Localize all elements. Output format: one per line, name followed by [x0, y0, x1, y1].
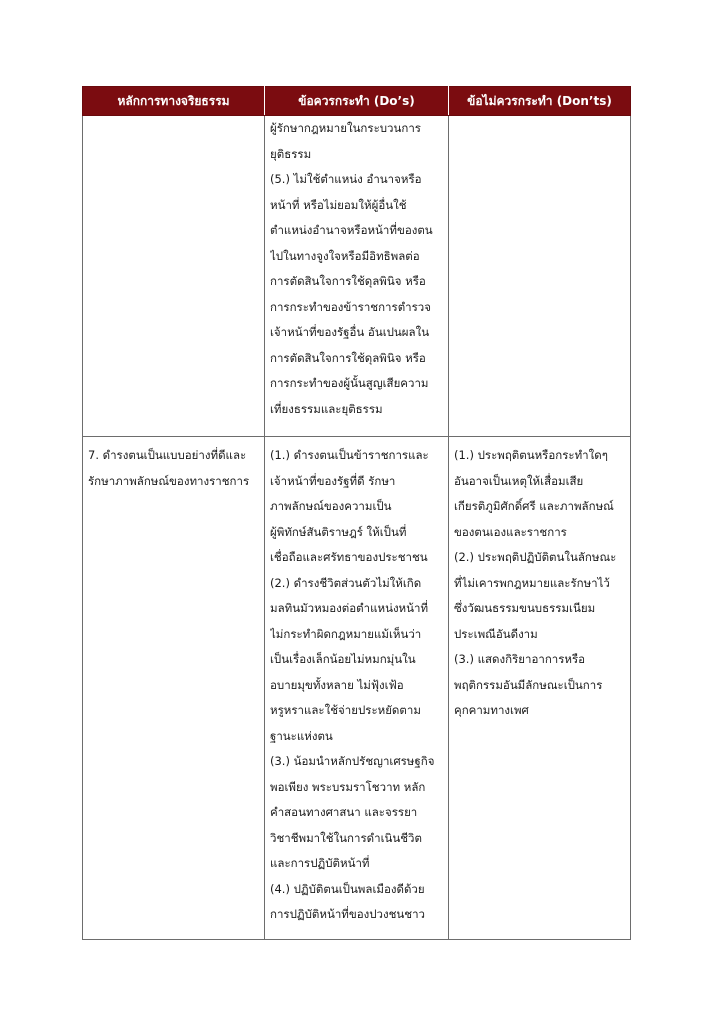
cell-text-line: มลทินมัวหมองต่อตำแหน่งหน้าที่: [270, 601, 429, 615]
principle-cell: [83, 437, 265, 940]
cell-text-line: ที่ไม่เคารพกฎหมายและรักษาไว้: [454, 575, 610, 590]
cell-text-line: อบายมุขทั้งหลาย ไม่ฟุ้งเฟ้อ: [270, 677, 404, 692]
cell-text-line: เจ้าหน้าที่ของรัฐที่ดี รักษา: [270, 473, 396, 488]
cell-text-line: รักษาภาพลักษณ์ของทางราชการ: [88, 473, 250, 488]
table-row: [83, 116, 631, 437]
cell-text-line: (4.) ปฏิบัติตนเป็นพลเมืองดีด้วย: [270, 881, 425, 896]
cell-text-line: (1.) ประพฤติตนหรือกระทำใดๆ: [454, 448, 608, 462]
cell-text-line: ไปในทางจูงใจหรือมีอิทธิพลต่อ: [270, 248, 420, 263]
dos-cell: [265, 437, 449, 940]
donts-cell: [449, 437, 631, 940]
cell-text-line: พอเพียง พระบรมราโชวาท หลัก: [270, 779, 426, 794]
cell-text-line: การกระทำของผู้นั้นสูญเสียความ: [270, 376, 429, 390]
cell-text-line: ประเพณีอันดีงาม: [454, 626, 538, 641]
cell-text-line: เชื่อถือและศรัทธาของประชาชน: [270, 550, 428, 564]
dos-cell: [265, 116, 449, 437]
cell-text-line: พฤติกรรมอันมีลักษณะเป็นการ: [454, 677, 603, 692]
cell-text-line: คุกคามทางเพศ: [454, 703, 529, 717]
cell-text-line: เที่ยงธรรมและยุติธรรม: [270, 401, 383, 416]
header-dos: ข้อควรกระทำ (Do’s): [265, 87, 449, 116]
cell-text-line: ผู้พิทักษ์สันติราษฎร์ ให้เป็นที่: [270, 524, 407, 539]
cell-text-line: ฐานะแห่งตน: [270, 728, 333, 743]
donts-cell: [449, 116, 631, 437]
cell-text-line: ภาพลักษณ์ของความเป็น: [270, 499, 392, 513]
table-header-row: [83, 87, 631, 116]
table-row: [83, 437, 631, 940]
cell-text-line: ซึ่งวัฒนธรรมขนบธรรมเนียม: [454, 601, 596, 615]
cell-text-line: การกระทำของข้าราชการตำรวจ: [270, 299, 431, 314]
cell-text-line: อันอาจเป็นเหตุให้เสื่อมเสีย: [454, 473, 584, 488]
cell-text-line: หน้าที่ หรือไม่ยอมให้ผู้อื่นใช้: [270, 197, 407, 212]
cell-text-line: ไม่กระทำผิดกฎหมายแม้เห็นว่า: [270, 626, 422, 641]
cell-text-line: (2.) ประพฤติปฏิบัติตนในลักษณะ: [454, 550, 617, 564]
cell-text-line: การปฏิบัติหน้าที่ของปวงชนชาว: [270, 907, 426, 921]
cell-text-line: การตัดสินใจการใช้ดุลพินิจ หรือ: [270, 274, 426, 288]
cell-text-line: ของตนเองและราชการ: [454, 524, 567, 539]
cell-text-line: และการปฏิบัติหน้าที่: [270, 856, 370, 870]
cell-text-line: เป็นเรื่องเล็กน้อยไม่หมกมุ่นใน: [270, 652, 416, 666]
principle-cell: [83, 116, 265, 437]
cell-text-line: (3.) แสดงกิริยาอาการหรือ: [454, 652, 586, 666]
cell-text-line: คำสอนทางศาสนา และจรรยา: [270, 805, 418, 819]
cell-text-line: เจ้าหน้าที่ของรัฐอื่น อันเปนผลใน: [270, 325, 430, 339]
ethics-table: [82, 86, 631, 940]
cell-text-line: 7. ดำรงตนเป็นแบบอย่างที่ดีและ: [88, 448, 247, 462]
cell-text-line: การตัดสินใจการใช้ดุลพินิจ หรือ: [270, 350, 426, 365]
header-principle: หลักการทางจริยธรรม: [83, 87, 265, 116]
cell-text-line: ผู้รักษากฎหมายในกระบวนการ: [270, 121, 421, 135]
cell-text-line: (2.) ดำรงชีวิตส่วนตัวไม่ให้เกิด: [270, 575, 422, 590]
cell-text-line: ยุติธรรม: [270, 146, 312, 161]
cell-text-line: (1.) ดำรงตนเป็นข้าราชการและ: [270, 448, 429, 462]
cell-text-line: เกียรติภูมิศักดิ์ศรี และภาพลักษณ์: [454, 499, 614, 513]
cell-text-line: ตำแหน่งอำนาจหรือหน้าที่ของตน: [270, 223, 433, 237]
cell-text-line: วิชาชีพมาใช้ในการดำเนินชีวิต: [270, 830, 422, 845]
cell-text-line: หรูหราและใช้จ่ายประหยัดตาม: [270, 703, 421, 717]
header-donts: ข้อไม่ควรกระทำ (Don’ts): [449, 87, 631, 116]
cell-text-line: (5.) ไม่ใช้ตำแหน่ง อำนาจหรือ: [270, 172, 422, 186]
cell-text-line: (3.) น้อมนำหลักปรัชญาเศรษฐกิจ: [270, 754, 435, 768]
